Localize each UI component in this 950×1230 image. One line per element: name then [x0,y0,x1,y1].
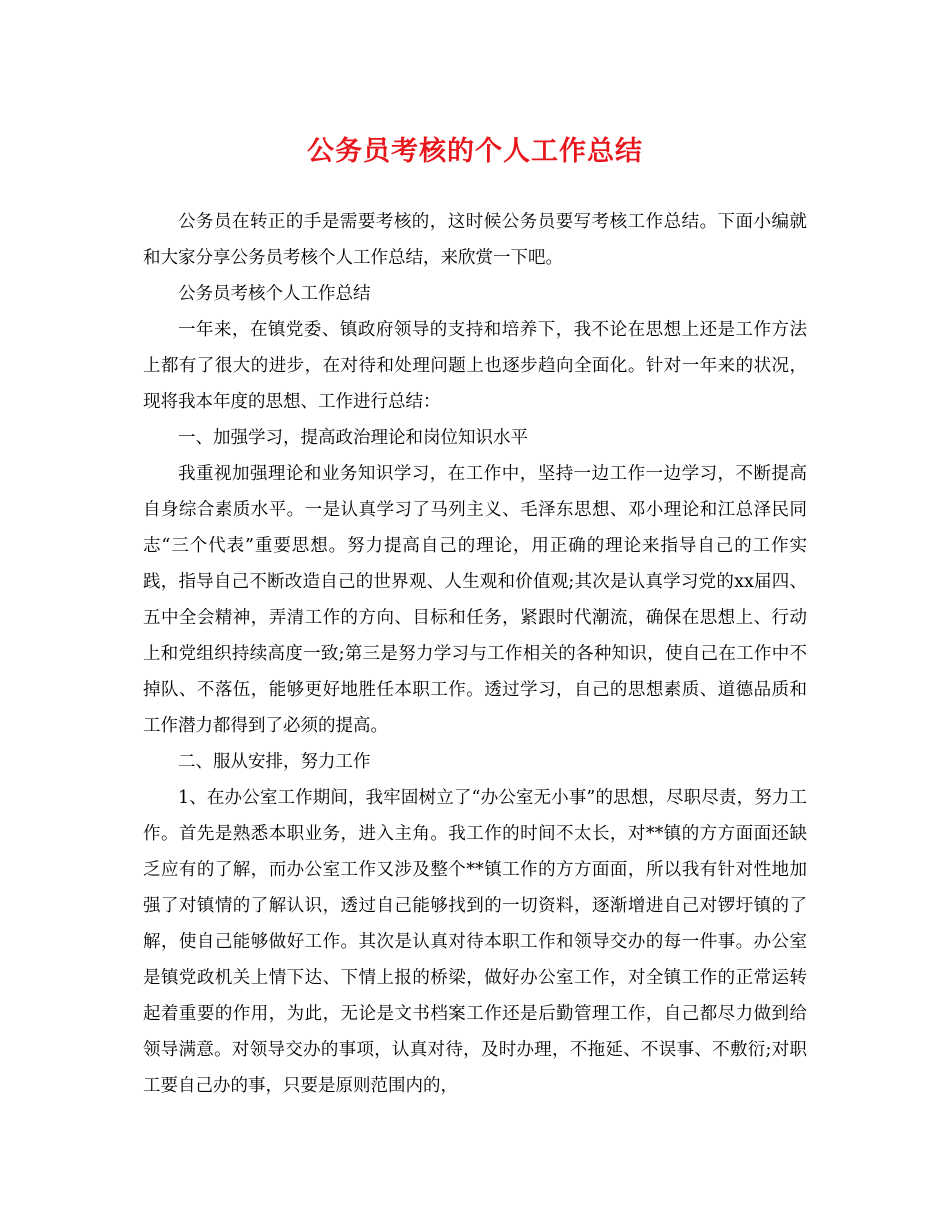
section-heading-1: 一、加强学习，提高政治理论和岗位知识水平 [178,428,528,448]
paragraph-overview: 一年来，在镇党委、镇政府领导的支持和培养下，我不论在思想上还是工作方法上都有了很大的进步，在对待和处理问题上也逐步趋向全面化。针对一年来的状况，现将我本年度的思想、工作进行总结： [143,320,807,412]
document-title: 公务员考核的个人工作总结 [307,136,643,167]
section-heading-2: 二、服从安排，努力工作 [178,752,371,772]
paragraph-study: 我重视加强理论和业务知识学习，在工作中，坚持一边工作一边学习，不断提高自身综合素质水平。一是认真学习了马列主义、毛泽东思想、邓小理论和江总泽民同志“三个代表”重要思想。努力提高自己的理论，用正确的理论来指导自己的工作实践，指导自己不断改造自己的世界观、人生观和价值观;其次是认真学习党的xx届四、五中全会精神，弄清工作的方向、目标和任务，紧跟时代潮流，确保在思想上、行动上和党组织持续高度一致;第三是努力学习与工作相关的各种知识，使自己在工作中不掉队、不落伍，能够更好地胜任本职工作。透过学习，自己的思想素质、道德品质和工作潜力都得到了必须的提高。 [143,464,807,736]
paragraph-office-work: 1、在办公室工作期间，我牢固树立了“办公室无小事”的思想，尽职尽责，努力工作。首先是熟悉本职业务，进入主角。我工作的时间不太长，对**镇的方方面面还缺乏应有的了解，而办公室工作又涉及整个**镇工作的方方面面，所以我有针对性地加强了对镇情的了解认识，透过自己能够找到的一切资料，逐渐增进自己对锣圩镇的了解，使自己能够做好工作。其次是认真对待本职工作和领导交办的每一件事。办公室是镇党政机关上情下达、下情上报的桥梁，做好办公室工作，对全镇工作的正常运转起着重要的作用，为此，无论是文书档案工作还是后勤管理工作，自己都尽力做到给领导满意。对领导交办的事项，认真对待，及时办理，不拖延、不误事、不敷衍;对职工要自己办的事，只要是原则范围内的， [143,788,807,1096]
document-body [143,204,807,1104]
paragraph-intro: 公务员在转正的手是需要考核的，这时候公务员要写考核工作总结。下面小编就和大家分享公务员考核个人工作总结，来欣赏一下吧。 [143,212,807,268]
paragraph-subtitle: 公务员考核个人工作总结 [178,284,371,304]
